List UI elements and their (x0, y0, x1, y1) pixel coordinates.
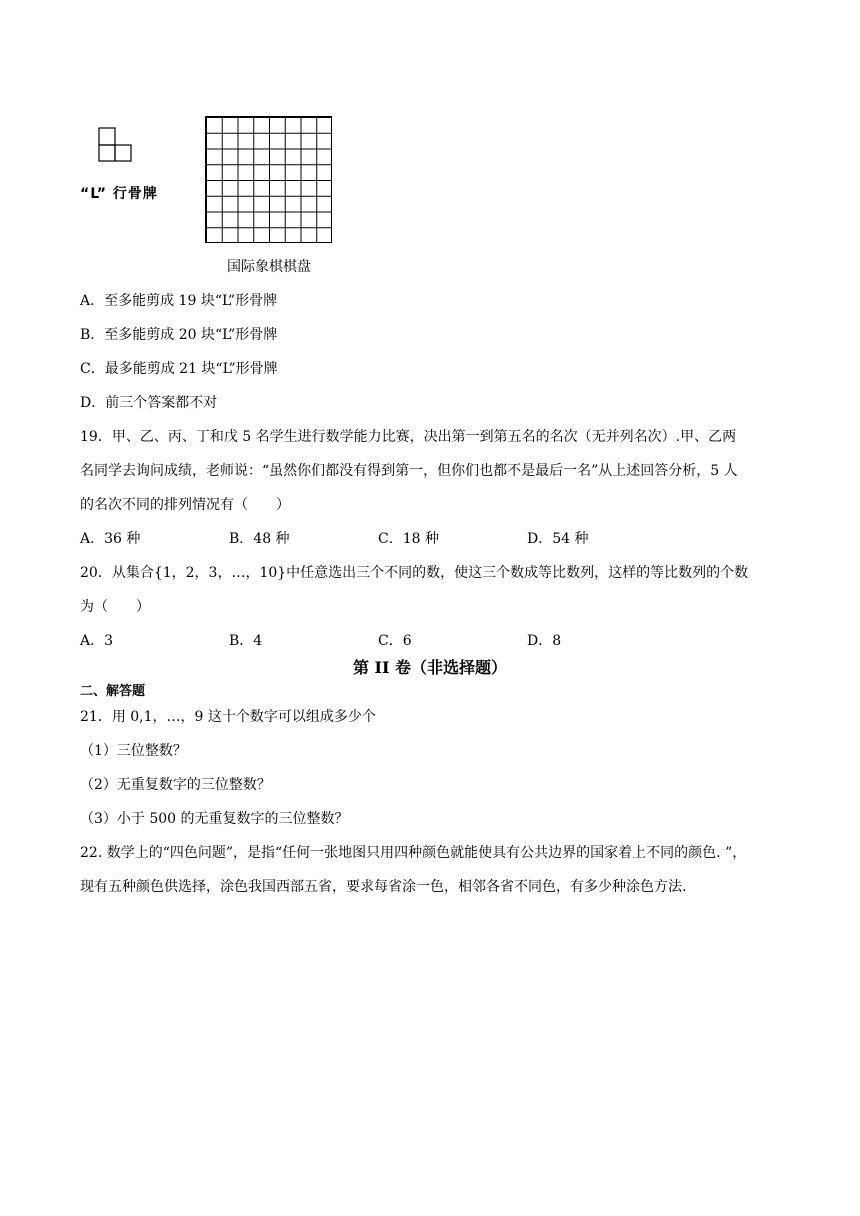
q21-stem: 21．用 0,1，…，9 这十个数字可以组成多少个 (80, 709, 376, 725)
q20-stem-line1: 20．从集合{1，2，3，…，10}中任意选出三个不同的数，使这三个数成等比数列，这样的等比数列的个数 (80, 565, 749, 581)
q18-option-b: B．至多能剪成 20 块“L”形骨牌 (80, 327, 278, 343)
q20-option-a: A．3 (80, 633, 114, 649)
section-heading: 二、解答题 (80, 684, 146, 699)
chessboard-caption: 国际象棋棋盘 (227, 259, 311, 275)
q19-option-d: D．54 种 (527, 531, 589, 547)
section-title: 第 II 卷（非选择题） (352, 658, 508, 677)
chessboard-grid (205, 116, 332, 243)
l-piece-caption: “L” 行骨牌 (80, 186, 158, 202)
q21-part1: （1）三位整数？ (80, 743, 187, 759)
q19-option-c: C．18 种 (378, 531, 439, 547)
q18-option-a: A．至多能剪成 19 块“L”形骨牌 (80, 293, 278, 309)
q22-line2: 现有五种颜色供选择，涂色我国西部五省，要求每省涂一色，相邻各省不同色，有多少种涂色方法. (80, 879, 687, 895)
q19-option-b: B．48 种 (229, 531, 290, 547)
q18-option-d: D．前三个答案都不对 (80, 395, 218, 411)
l-piece-icon (98, 127, 132, 163)
q21-part2: （2）无重复数字的三位整数？ (80, 777, 271, 793)
q21-part3: （3）小于 500 的无重复数字的三位整数？ (80, 811, 349, 827)
q22-line1: 22. 数学上的“四色问题”，是指“任何一张地图只用四种颜色就能使具有公共边界的国家着上不同的颜色. ”， (80, 845, 747, 861)
q20-option-c: C．6 (378, 633, 412, 649)
q18-option-c: C．最多能剪成 21 块“L”形骨牌 (80, 361, 278, 377)
q19-stem-line1: 19．甲、乙、丙、丁和戊 5 名学生进行数学能力比赛，决出第一到第五名的名次（无并列名次）.甲、乙两 (80, 429, 737, 445)
q20-option-b: B．4 (229, 633, 263, 649)
q20-stem-line2: 为（ ） (80, 599, 150, 615)
q19-stem-line2: 名同学去询问成绩，老师说：“虽然你们都没有得到第一，但你们也都不是最后一名”从上述回答分析，5 人 (80, 463, 738, 479)
q19-option-a: A．36 种 (80, 531, 141, 547)
q20-option-d: D．8 (527, 633, 562, 649)
q19-stem-line3: 的名次不同的排列情况有（ ） (80, 497, 290, 513)
